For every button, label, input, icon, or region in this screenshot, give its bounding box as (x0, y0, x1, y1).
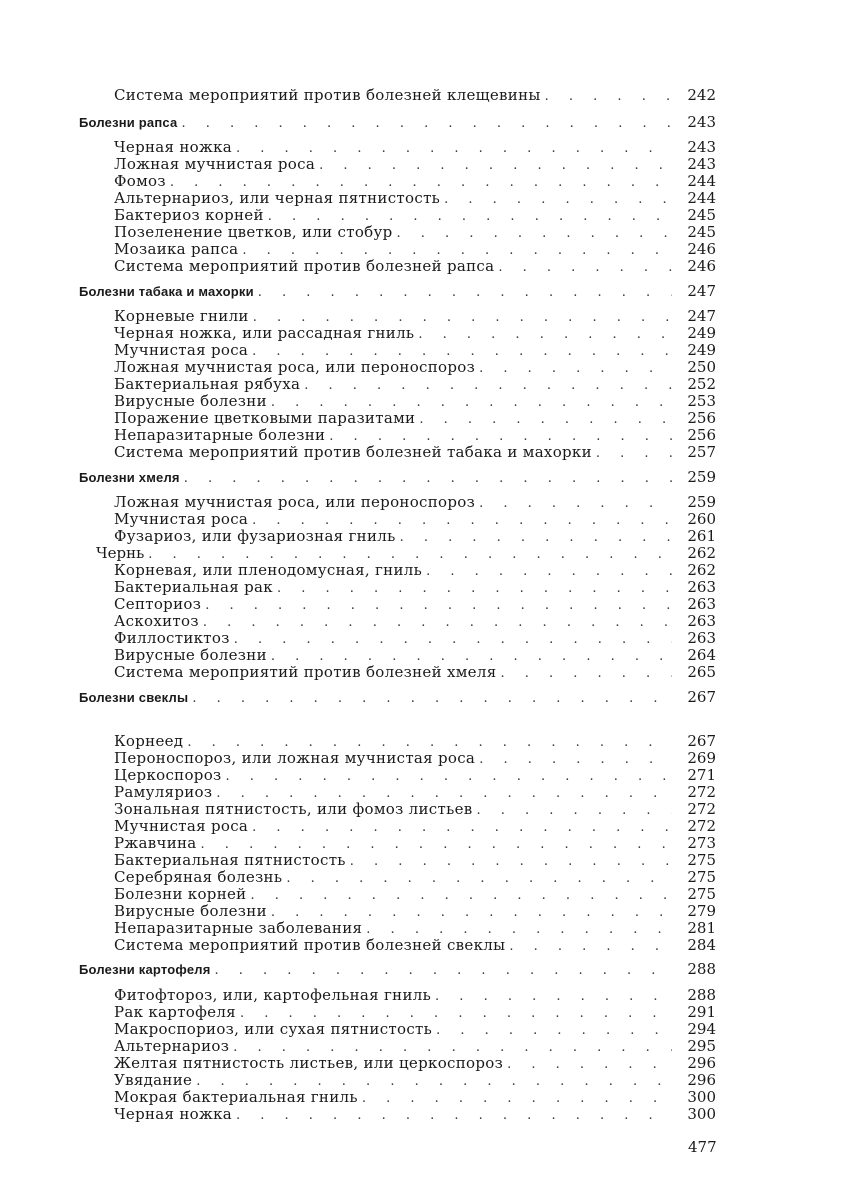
toc-entry-label: Ржавчина (114, 834, 197, 852)
toc-entry-page: 279 (687, 902, 716, 920)
toc-entry-page: 263 (687, 578, 716, 596)
toc-entry (114, 156, 716, 174)
toc-entry-page: 263 (687, 612, 716, 630)
dot-leader (192, 690, 672, 707)
toc-entry-label: Ложная мучнистая роса, или пероноспороз (114, 493, 476, 511)
toc-entry-label: Бактериоз корней (114, 206, 264, 224)
toc-entry (114, 937, 716, 955)
toc-section-heading (79, 961, 716, 979)
dot-leader (397, 225, 672, 242)
toc-entry-label: Макроспориоз, или сухая пятнистость (114, 1020, 433, 1038)
dot-leader (400, 529, 672, 546)
dot-leader (596, 445, 672, 462)
toc-entry-label: Рак картофеля (114, 1003, 236, 1021)
toc-entry-page: 250 (687, 358, 716, 376)
toc-entry-label: Непаразитарные заболевания (114, 919, 363, 937)
toc-entry-page: 261 (687, 527, 716, 545)
toc-entry-label: Альтернариоз, или черная пятнистость (114, 189, 441, 207)
toc-entry-page: 272 (687, 783, 716, 801)
toc-entry-label: Позеленение цветков, или стобур (114, 223, 393, 241)
toc-entry-page: 245 (687, 206, 716, 224)
toc-entry-label: Мокрая бактериальная гниль (114, 1088, 358, 1106)
toc-entry-label: Церкоспороз (114, 766, 222, 784)
toc-entry-label: Болезни картофеля (79, 962, 211, 977)
toc-entry-page: 252 (687, 375, 716, 393)
toc-entry-page: 288 (687, 960, 716, 978)
dot-leader (319, 157, 672, 174)
toc-entry-label: Мучнистая роса (114, 510, 249, 528)
toc-entry-page: 267 (687, 688, 716, 706)
dot-leader (479, 751, 672, 768)
toc-entry-label: Зональная пятнистость, или фомоз листьев (114, 800, 473, 818)
dot-leader (418, 326, 672, 343)
toc-entry-page: 272 (687, 800, 716, 818)
toc-section-heading (79, 469, 716, 487)
toc-entry-page: 259 (687, 468, 716, 486)
toc-entry-label: Септориоз (114, 595, 202, 613)
toc-entry-label: Фомоз (114, 172, 166, 190)
toc-entry-label: Вирусные болезни (114, 392, 267, 410)
toc-entry-page: 247 (687, 307, 716, 325)
toc-entry-page: 243 (687, 113, 716, 131)
toc-entry-label: Корнеед (114, 732, 184, 750)
toc-entry (114, 1106, 716, 1124)
toc-entry-page: 300 (687, 1105, 716, 1123)
dot-leader (545, 88, 672, 105)
dot-leader (203, 614, 672, 631)
toc-entry-page: 275 (687, 885, 716, 903)
dot-leader (444, 191, 672, 208)
toc-entry-label: Чернь (96, 544, 145, 562)
toc-entry-page: 267 (687, 732, 716, 750)
toc-entry-label: Система мероприятий против болезней табака и махорки (114, 443, 592, 461)
toc-entry (114, 596, 716, 614)
toc-entry-label: Система мероприятий против болезней хмеля (114, 663, 497, 681)
toc-entry (114, 87, 716, 105)
toc-entry-page: 296 (687, 1054, 716, 1072)
toc-entry-page: 242 (687, 86, 716, 104)
toc-entry-page: 273 (687, 834, 716, 852)
toc-entry-page: 259 (687, 493, 716, 511)
toc-entry-page: 295 (687, 1037, 716, 1055)
toc-entry-page: 291 (687, 1003, 716, 1021)
toc-entry-label: Вирусные болезни (114, 646, 267, 664)
dot-leader (426, 563, 672, 580)
dot-leader (181, 115, 672, 132)
toc-entry-label: Аскохитоз (114, 612, 199, 630)
toc-entry (114, 664, 716, 682)
toc-entry-label: Мучнистая роса (114, 817, 249, 835)
toc-entry-page: 243 (687, 155, 716, 173)
dot-leader (205, 597, 672, 614)
toc-entry-label: Серебряная болезнь (114, 868, 283, 886)
toc-entry-page: 275 (687, 868, 716, 886)
toc-entry-label: Корневая, или пленодомусная, гниль (114, 561, 423, 579)
toc-entry-label: Система мероприятий против болезней клещевины (114, 86, 541, 104)
toc-section-heading (79, 283, 716, 301)
dot-leader (479, 495, 672, 512)
toc-entry-label: Черная ножка (114, 138, 232, 156)
toc-entry-page: 244 (687, 189, 716, 207)
toc-entry-label: Болезни корней (114, 885, 247, 903)
toc-entry-page: 275 (687, 851, 716, 869)
toc-entry-label: Мучнистая роса (114, 341, 249, 359)
toc-entry-label: Вирусные болезни (114, 902, 267, 920)
toc-entry (114, 258, 716, 276)
toc-entry (114, 818, 716, 836)
toc-entry-label: Мозаика рапса (114, 240, 239, 258)
toc-entry-label: Болезни рапса (79, 115, 178, 130)
toc-entry-label: Рамуляриоз (114, 783, 213, 801)
toc-entry-label: Пероноспороз, или ложная мучнистая роса (114, 749, 476, 767)
toc-entry-label: Корневые гнили (114, 307, 249, 325)
toc-entry-label: Черная ножка, или рассадная гниль (114, 324, 415, 342)
toc-entry-page: 265 (687, 663, 716, 681)
dot-leader (479, 360, 672, 377)
toc-entry-label: Ложная мучнистая роса, или пероноспороз (114, 358, 476, 376)
dot-leader (509, 938, 672, 955)
dot-leader (215, 962, 672, 979)
dot-leader (304, 377, 672, 394)
dot-leader (277, 580, 672, 597)
toc-entry-label: Желтая пятнистость листьев, или церкоспороз (114, 1054, 504, 1072)
dot-leader (435, 988, 672, 1005)
toc-entry-page: 249 (687, 341, 716, 359)
toc-entry-page: 262 (687, 561, 716, 579)
toc-entry-page: 260 (687, 510, 716, 528)
toc-entry-label: Поражение цветковыми паразитами (114, 409, 416, 427)
toc-entry-label: Непаразитарные болезни (114, 426, 326, 444)
toc-entry-page: 246 (687, 257, 716, 275)
toc-entry-page: 246 (687, 240, 716, 258)
toc-entry-label: Система мероприятий против болезней свеклы (114, 936, 506, 954)
toc-entry-page: 263 (687, 629, 716, 647)
toc-entry-label: Филлостиктоз (114, 629, 230, 647)
toc-entry-page: 281 (687, 919, 716, 937)
toc-entry-page: 253 (687, 392, 716, 410)
toc-entry-label: Система мероприятий против болезней рапса (114, 257, 495, 275)
dot-leader (184, 470, 672, 487)
toc-entry-page: 244 (687, 172, 716, 190)
toc-entry-label: Увядание (114, 1071, 193, 1089)
toc-entry-page: 284 (687, 936, 716, 954)
dot-leader (507, 1056, 672, 1073)
toc-entry-label: Черная ножка (114, 1105, 232, 1123)
toc-entry (114, 444, 716, 462)
toc-entry-page: 262 (687, 544, 716, 562)
dot-leader (362, 1090, 672, 1107)
dot-leader (250, 887, 672, 904)
page-number: 477 (688, 1138, 717, 1156)
toc-entry-page: 296 (687, 1071, 716, 1089)
toc-entry-page: 249 (687, 324, 716, 342)
toc-entry-page: 245 (687, 223, 716, 241)
dot-leader (419, 411, 672, 428)
toc-entry-label: Бактериальная пятнистость (114, 851, 346, 869)
dot-leader (236, 1107, 672, 1124)
toc-entry-page: 256 (687, 426, 716, 444)
dot-leader (226, 768, 672, 785)
toc-entry-page: 256 (687, 409, 716, 427)
toc-entry-label: Болезни табака и махорки (79, 284, 254, 299)
toc-entry-page: 271 (687, 766, 716, 784)
toc-entry-label: Ложная мучнистая роса (114, 155, 316, 173)
toc-entry-label: Болезни хмеля (79, 470, 180, 485)
toc-entry-label: Альтернариоз (114, 1037, 230, 1055)
toc-entry-page: 257 (687, 443, 716, 461)
toc-entry-label: Бактериальная рак (114, 578, 273, 596)
dot-leader (350, 853, 672, 870)
toc-entry-label: Фитофтороз, или, картофельная гниль (114, 986, 432, 1004)
toc-entry (114, 579, 716, 597)
toc-entry-page: 264 (687, 646, 716, 664)
dot-leader (500, 665, 672, 682)
toc-entry (114, 528, 716, 546)
dot-leader (258, 284, 672, 301)
dot-leader (234, 631, 672, 648)
dot-leader (477, 802, 673, 819)
toc-entry-page: 263 (687, 595, 716, 613)
toc-entry-page: 272 (687, 817, 716, 835)
toc-entry-label: Фузариоз, или фузариозная гниль (114, 527, 396, 545)
dot-leader (286, 870, 672, 887)
toc-entry-page: 300 (687, 1088, 716, 1106)
toc-entry-label: Болезни свеклы (79, 690, 189, 705)
toc-section-heading (79, 689, 716, 707)
toc-entry (114, 1055, 716, 1073)
toc-entry-page: 243 (687, 138, 716, 156)
toc-section-heading (79, 114, 716, 132)
toc-entry-page: 288 (687, 986, 716, 1004)
toc-entry-page: 269 (687, 749, 716, 767)
toc-entry-label: Бактериальная рябуха (114, 375, 301, 393)
dot-leader (252, 819, 672, 836)
dot-leader (498, 259, 672, 276)
toc-entry-page: 294 (687, 1020, 716, 1038)
toc-entry-page: 247 (687, 282, 716, 300)
dot-leader (436, 1022, 672, 1039)
